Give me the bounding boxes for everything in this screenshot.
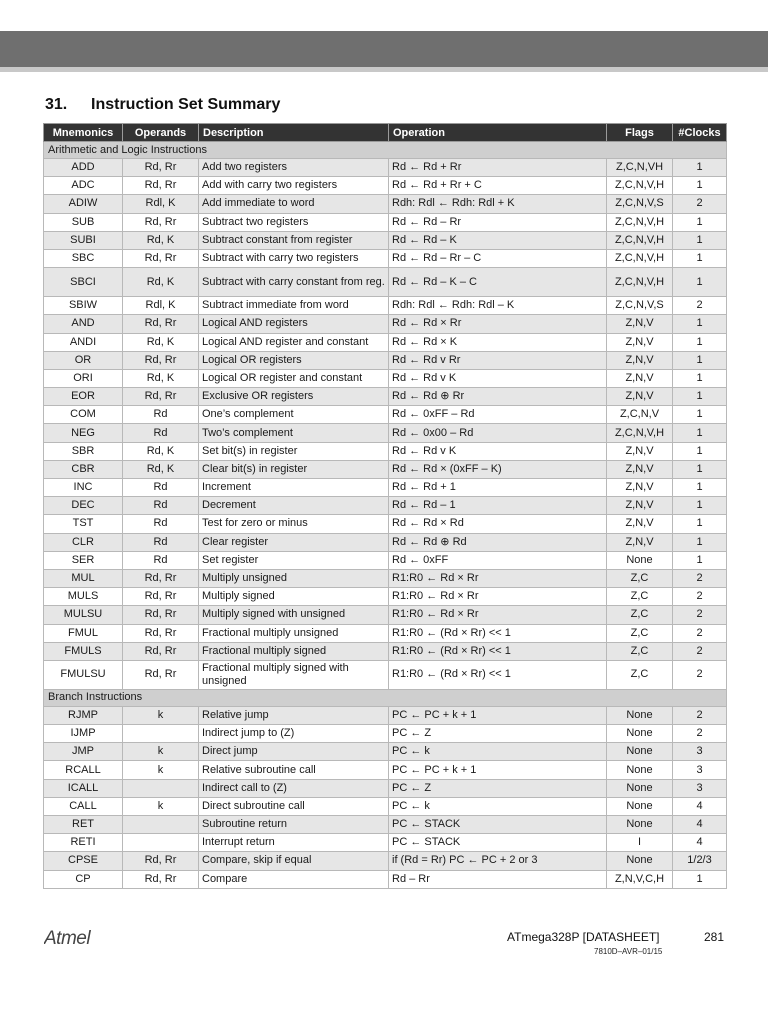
table-row [44,213,727,231]
cell-operation: Rd ← Rd – K – C [389,268,607,297]
cell-operands: Rd, K [123,369,199,387]
cell-operands: Rd, Rr [123,588,199,606]
page-header-band [0,31,768,67]
table-row [44,369,727,387]
cell-operation: Rd ← Rd – Rr – C [389,249,607,267]
cell-operation: Rd ← 0xFF [389,551,607,569]
cell-mnemonic: INC [44,479,123,497]
cell-clocks: 1 [673,177,727,195]
cell-operation: Rd ← Rd + Rr + C [389,177,607,195]
cell-description: Two’s complement [199,424,389,442]
cell-operands: Rd, Rr [123,606,199,624]
cell-description: Set bit(s) in register [199,442,389,460]
col-header-mnemonics: Mnemonics [44,124,123,142]
cell-mnemonic: ANDI [44,333,123,351]
cell-flags: Z,N,V [607,333,673,351]
section-number: 31. [45,96,68,113]
cell-operation: PC ← Z [389,779,607,797]
cell-clocks: 2 [673,725,727,743]
cell-clocks: 1 [673,351,727,369]
col-header-operation: Operation [389,124,607,142]
cell-flags: Z,C,N,V [607,406,673,424]
table-row [44,725,727,743]
cell-operands: Rd, Rr [123,569,199,587]
cell-mnemonic: RCALL [44,761,123,779]
cell-mnemonic: TST [44,515,123,533]
cell-clocks: 1 [673,406,727,424]
cell-description: Fractional multiply signed with unsigned [199,660,389,689]
atmel-logo-text: Atmel [44,928,91,948]
table-row [44,479,727,497]
cell-clocks: 2 [673,624,727,642]
cell-description: Add two registers [199,159,389,177]
table-row [44,660,727,689]
cell-flags: None [607,725,673,743]
cell-flags: Z,C [607,642,673,660]
cell-clocks: 4 [673,834,727,852]
cell-mnemonic: ORI [44,369,123,387]
table-row [44,333,727,351]
cell-clocks: 4 [673,816,727,834]
table-row [44,551,727,569]
cell-clocks: 1 [673,870,727,888]
cell-operands: Rd, K [123,333,199,351]
cell-operation: Rd ← Rd – K [389,231,607,249]
cell-operands: Rd [123,424,199,442]
cell-mnemonic: SBC [44,249,123,267]
cell-description: Multiply signed [199,588,389,606]
cell-operands: Rd, K [123,231,199,249]
cell-clocks: 3 [673,779,727,797]
cell-flags: None [607,706,673,724]
cell-mnemonic: COM [44,406,123,424]
cell-clocks: 2 [673,588,727,606]
cell-mnemonic: DEC [44,497,123,515]
table-row [44,249,727,267]
page-header-rule [0,67,768,72]
table-body [44,142,727,889]
cell-clocks: 1 [673,231,727,249]
col-header-description: Description [199,124,389,142]
table-row [44,706,727,724]
cell-flags: Z,C [607,569,673,587]
cell-mnemonic: CALL [44,797,123,815]
cell-clocks: 1 [673,315,727,333]
col-header-clocks: #Clocks [673,124,727,142]
cell-mnemonic: MULS [44,588,123,606]
cell-mnemonic: ADIW [44,195,123,213]
instruction-set-table [43,123,727,889]
table-row [44,315,727,333]
cell-operation: PC ← PC + k + 1 [389,706,607,724]
cell-operation: Rd ← 0x00 – Rd [389,424,607,442]
cell-flags: None [607,743,673,761]
cell-flags: Z,N,V [607,369,673,387]
cell-operands [123,779,199,797]
cell-operands: Rd, Rr [123,249,199,267]
table-row [44,606,727,624]
cell-clocks: 2 [673,706,727,724]
cell-operation: Rd ← Rd – Rr [389,213,607,231]
table-row [44,533,727,551]
cell-clocks: 1/2/3 [673,852,727,870]
table-row [44,624,727,642]
cell-flags: Z,C,N,V,H [607,177,673,195]
cell-mnemonic: MULSU [44,606,123,624]
cell-description: Clear register [199,533,389,551]
cell-flags: Z,C [607,660,673,689]
atmel-logo [44,928,114,953]
cell-clocks: 2 [673,660,727,689]
cell-mnemonic: CP [44,870,123,888]
section-heading [45,96,280,114]
cell-flags: Z,C [607,588,673,606]
cell-flags: Z,N,V [607,351,673,369]
cell-clocks: 1 [673,268,727,297]
atmel-logo-icon [44,928,114,948]
table-row [44,388,727,406]
cell-operands: Rd [123,497,199,515]
cell-clocks: 1 [673,533,727,551]
cell-mnemonic: MUL [44,569,123,587]
cell-clocks: 1 [673,424,727,442]
table-row [44,424,727,442]
cell-flags: I [607,834,673,852]
cell-description: Subroutine return [199,816,389,834]
cell-operands: Rd, Rr [123,177,199,195]
cell-mnemonic: ADC [44,177,123,195]
cell-flags: None [607,779,673,797]
cell-description: Relative subroutine call [199,761,389,779]
cell-mnemonic: RJMP [44,706,123,724]
group-label-arith: Arithmetic and Logic Instructions [44,142,727,159]
cell-operation: Rd ← Rd + Rr [389,159,607,177]
cell-clocks: 1 [673,515,727,533]
cell-description: Compare [199,870,389,888]
table-row [44,177,727,195]
table-row [44,834,727,852]
cell-description: Subtract with carry two registers [199,249,389,267]
cell-operation: Rdh: Rdl ← Rdh: Rdl + K [389,195,607,213]
cell-description: Decrement [199,497,389,515]
cell-operation: PC ← STACK [389,834,607,852]
cell-operands [123,816,199,834]
section-title: Instruction Set Summary [91,96,281,113]
cell-description: Logical AND register and constant [199,333,389,351]
cell-operation: PC ← k [389,797,607,815]
cell-flags: Z,C,N,VH [607,159,673,177]
cell-description: Relative jump [199,706,389,724]
cell-description: Logical AND registers [199,315,389,333]
cell-description: Add immediate to word [199,195,389,213]
cell-operation: Rd ← Rd – 1 [389,497,607,515]
cell-description: Clear bit(s) in register [199,460,389,478]
table-row [44,195,727,213]
cell-description: Subtract constant from register [199,231,389,249]
table-row [44,406,727,424]
cell-clocks: 1 [673,479,727,497]
table-row [44,870,727,888]
cell-flags: Z,C [607,624,673,642]
cell-flags: Z,C,N,V,H [607,268,673,297]
cell-clocks: 2 [673,569,727,587]
cell-mnemonic: EOR [44,388,123,406]
cell-operands: Rd, K [123,268,199,297]
table-row [44,743,727,761]
cell-mnemonic: CPSE [44,852,123,870]
table-row [44,268,727,297]
cell-mnemonic: SBCI [44,268,123,297]
cell-description: Fractional multiply unsigned [199,624,389,642]
cell-flags: Z,N,V [607,460,673,478]
footer-doc-code: 7810D–AVR–01/15 [594,947,663,956]
table-row [44,351,727,369]
table-row [44,569,727,587]
table-row [44,460,727,478]
cell-clocks: 1 [673,460,727,478]
cell-description: One’s complement [199,406,389,424]
cell-flags: Z,N,V [607,533,673,551]
cell-flags: None [607,797,673,815]
cell-description: Indirect call to (Z) [199,779,389,797]
cell-operation: PC ← STACK [389,816,607,834]
cell-description: Logical OR registers [199,351,389,369]
cell-mnemonic: SER [44,551,123,569]
cell-operation: if (Rd = Rr) PC ← PC + 2 or 3 [389,852,607,870]
cell-mnemonic: SBR [44,442,123,460]
table-header-row [44,124,727,142]
cell-operation: Rd ← Rd × Rd [389,515,607,533]
cell-mnemonic: OR [44,351,123,369]
cell-operation: Rdh: Rdl ← Rdh: Rdl – K [389,297,607,315]
cell-operands: Rd, Rr [123,660,199,689]
cell-description: Subtract immediate from word [199,297,389,315]
cell-operation: Rd ← 0xFF – Rd [389,406,607,424]
cell-flags: Z,N,V [607,315,673,333]
cell-operation: Rd ← Rd v K [389,442,607,460]
cell-flags: Z,N,V,C,H [607,870,673,888]
cell-operands: Rdl, K [123,195,199,213]
table-row [44,515,727,533]
cell-operation: Rd ← Rd ⊕ Rd [389,533,607,551]
table-row [44,442,727,460]
table-row [44,797,727,815]
cell-operation: Rd ← Rd v K [389,369,607,387]
cell-operation: R1:R0 ← (Rd × Rr) << 1 [389,660,607,689]
cell-operation: Rd – Rr [389,870,607,888]
cell-description: Add with carry two registers [199,177,389,195]
cell-description: Subtract two registers [199,213,389,231]
cell-operands [123,834,199,852]
cell-description: Exclusive OR registers [199,388,389,406]
cell-operands: Rd [123,515,199,533]
cell-operation: Rd ← Rd + 1 [389,479,607,497]
cell-mnemonic: RET [44,816,123,834]
cell-operation: Rd ← Rd ⊕ Rr [389,388,607,406]
cell-operands: Rd, K [123,442,199,460]
cell-clocks: 1 [673,333,727,351]
cell-mnemonic: SBIW [44,297,123,315]
cell-operands: Rd, Rr [123,315,199,333]
cell-clocks: 1 [673,213,727,231]
cell-operands: Rd [123,551,199,569]
table-row [44,852,727,870]
cell-clocks: 1 [673,369,727,387]
table-row [44,159,727,177]
cell-description: Indirect jump to (Z) [199,725,389,743]
cell-operands: Rd, Rr [123,159,199,177]
cell-operation: Rd ← Rd × Rr [389,315,607,333]
footer-doc-title: ATmega328P [DATASHEET] [507,930,660,944]
cell-operation: R1:R0 ← Rd × Rr [389,588,607,606]
cell-flags: None [607,816,673,834]
cell-operands [123,725,199,743]
cell-operands: Rd [123,533,199,551]
cell-operation: Rd ← Rd v Rr [389,351,607,369]
cell-mnemonic: AND [44,315,123,333]
cell-description: Fractional multiply signed [199,642,389,660]
cell-flags: None [607,852,673,870]
footer-page-number: 281 [704,930,725,944]
cell-flags: Z,N,V [607,497,673,515]
table-row [44,761,727,779]
group-row-branch [44,689,727,706]
cell-description: Compare, skip if equal [199,852,389,870]
cell-description: Interrupt return [199,834,389,852]
cell-mnemonic: SUB [44,213,123,231]
cell-description: Logical OR register and constant [199,369,389,387]
cell-mnemonic: ICALL [44,779,123,797]
cell-description: Test for zero or minus [199,515,389,533]
cell-operation: Rd ← Rd × (0xFF – K) [389,460,607,478]
cell-clocks: 4 [673,797,727,815]
cell-operation: R1:R0 ← (Rd × Rr) << 1 [389,624,607,642]
cell-flags: Z,C,N,V,H [607,424,673,442]
cell-clocks: 2 [673,297,727,315]
cell-mnemonic: NEG [44,424,123,442]
cell-operands: k [123,761,199,779]
cell-flags: None [607,551,673,569]
cell-mnemonic: FMUL [44,624,123,642]
cell-clocks: 1 [673,551,727,569]
cell-operands: k [123,706,199,724]
cell-operands: Rd, Rr [123,642,199,660]
cell-operation: PC ← PC + k + 1 [389,761,607,779]
table-row [44,297,727,315]
cell-clocks: 2 [673,606,727,624]
cell-operands: k [123,797,199,815]
cell-flags: Z,C,N,V,H [607,231,673,249]
cell-clocks: 1 [673,497,727,515]
cell-flags: Z,N,V [607,515,673,533]
cell-clocks: 2 [673,195,727,213]
cell-mnemonic: JMP [44,743,123,761]
cell-operands: Rd, Rr [123,213,199,231]
cell-flags: Z,C,N,V,H [607,213,673,231]
cell-mnemonic: RETI [44,834,123,852]
cell-flags: Z,C,N,V,H [607,249,673,267]
cell-clocks: 1 [673,249,727,267]
cell-operands: Rd, Rr [123,624,199,642]
cell-operands: Rd, K [123,460,199,478]
cell-operands: Rd [123,406,199,424]
cell-mnemonic: CLR [44,533,123,551]
cell-operands: Rd, Rr [123,351,199,369]
cell-description: Set register [199,551,389,569]
table-row [44,642,727,660]
cell-flags: None [607,761,673,779]
cell-operation: Rd ← Rd × K [389,333,607,351]
cell-operation: R1:R0 ← Rd × Rr [389,569,607,587]
cell-mnemonic: CBR [44,460,123,478]
group-row-arith [44,142,727,159]
cell-operation: PC ← k [389,743,607,761]
table-row [44,816,727,834]
cell-flags: Z,C,N,V,S [607,195,673,213]
cell-mnemonic: FMULSU [44,660,123,689]
cell-clocks: 3 [673,761,727,779]
group-label-branch: Branch Instructions [44,689,727,706]
cell-flags: Z,C [607,606,673,624]
cell-clocks: 1 [673,442,727,460]
cell-operation: R1:R0 ← (Rd × Rr) << 1 [389,642,607,660]
cell-operands: Rd, Rr [123,870,199,888]
col-header-flags: Flags [607,124,673,142]
cell-flags: Z,N,V [607,479,673,497]
table-row [44,231,727,249]
cell-flags: Z,N,V [607,388,673,406]
cell-description: Direct jump [199,743,389,761]
cell-description: Direct subroutine call [199,797,389,815]
table-row [44,497,727,515]
cell-mnemonic: FMULS [44,642,123,660]
cell-operands: Rd, Rr [123,852,199,870]
cell-clocks: 1 [673,159,727,177]
cell-mnemonic: ADD [44,159,123,177]
col-header-operands: Operands [123,124,199,142]
cell-operands: Rd [123,479,199,497]
cell-operation: R1:R0 ← Rd × Rr [389,606,607,624]
cell-operands: Rdl, K [123,297,199,315]
cell-operands: k [123,743,199,761]
table-row [44,779,727,797]
cell-clocks: 2 [673,642,727,660]
table-row [44,588,727,606]
cell-description: Multiply unsigned [199,569,389,587]
cell-clocks: 3 [673,743,727,761]
cell-operation: PC ← Z [389,725,607,743]
cell-mnemonic: SUBI [44,231,123,249]
cell-description: Multiply signed with unsigned [199,606,389,624]
cell-description: Subtract with carry constant from reg. [199,268,389,297]
cell-clocks: 1 [673,388,727,406]
cell-flags: Z,N,V [607,442,673,460]
cell-flags: Z,C,N,V,S [607,297,673,315]
cell-mnemonic: IJMP [44,725,123,743]
cell-description: Increment [199,479,389,497]
cell-operands: Rd, Rr [123,388,199,406]
